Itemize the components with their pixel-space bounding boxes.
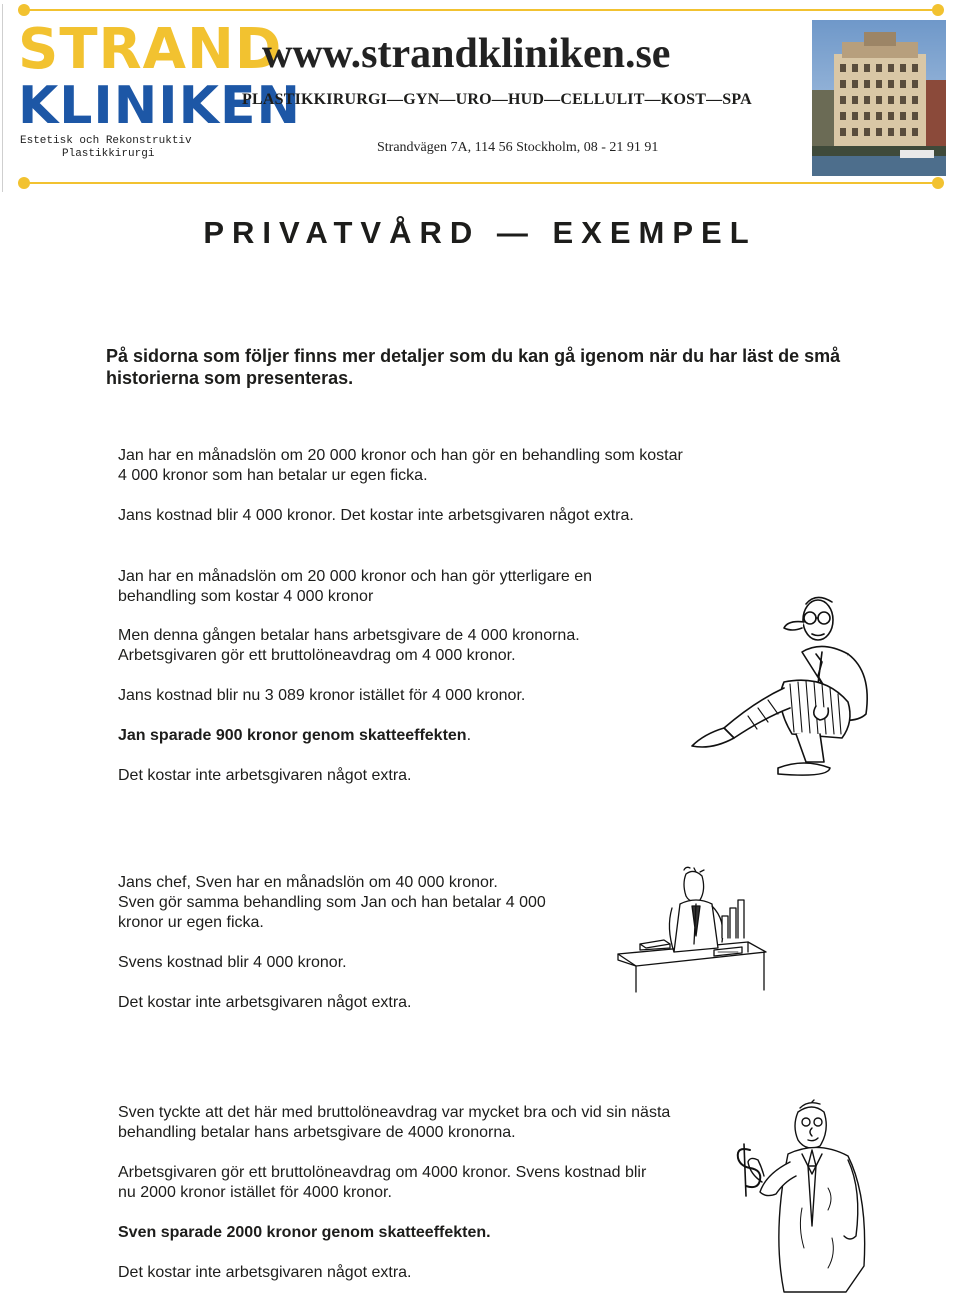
story3-line4: Svens kostnad blir 4 000 kronor. (118, 954, 347, 971)
page-title: PRIVATVÅRD — EXEMPEL (203, 215, 757, 250)
header-bottom-rule (24, 182, 938, 184)
cartoon-seated-man (688, 592, 884, 786)
story4-line6: Det kostar inte arbetsgivaren något extra. (118, 1264, 412, 1281)
cartoon-man-with-dollar (732, 1098, 882, 1294)
logo-subtitle-1: Estetisk och Rekonstruktiv (20, 135, 192, 147)
logo-kliniken: KLINIKEN (18, 76, 301, 136)
story3-line2: Sven gör samma behandling som Jan och han betalar 4 000 (118, 894, 546, 911)
header-left-border (2, 4, 3, 192)
cartoon-man-at-desk (614, 866, 770, 1000)
story2-line4: Arbetsgivaren gör ett bruttolöneavdrag om 4 000 kronor. (118, 647, 516, 664)
services-tagline: PLASTIKKIRURGI—GYN—URO—HUD—CELLULIT—KOST—SPA (242, 91, 752, 108)
story4-line4: nu 2000 kronor istället för 4000 kronor. (118, 1184, 392, 1201)
story1-line2: 4 000 kronor som han betalar ur egen ficka. (118, 467, 428, 484)
story2-savings-period: . (466, 727, 472, 744)
website-url[interactable]: www.strandkliniken.se (262, 31, 671, 77)
story2-line5: Jans kostnad blir nu 3 089 kronor istället för 4 000 kronor. (118, 687, 526, 704)
story4-line1: Sven tyckte att det här med bruttolöneavdrag var mycket bra och vid sin nästa (118, 1104, 671, 1121)
story2-line2: behandling som kostar 4 000 kronor (118, 588, 374, 605)
logo-subtitle-2: Plastikkirurgi (62, 148, 155, 160)
story1-line1: Jan har en månadslön om 20 000 kronor och han gör en behandling som kostar (118, 447, 683, 464)
header-dot-top-right (932, 4, 944, 16)
story3-line1: Jans chef, Sven har en månadslön om 40 000 kronor. (118, 874, 498, 891)
header-dot-bottom-left (18, 177, 30, 189)
header-dot-top-left (18, 4, 30, 16)
clinic-building-photo (812, 20, 946, 176)
clinic-address: Strandvägen 7A, 114 56 Stockholm, 08 - 21 91 91 (377, 140, 659, 155)
logo-strand: STRAND (18, 17, 283, 82)
story2-line1: Jan har en månadslön om 20 000 kronor och han gör ytterligare en (118, 568, 593, 585)
header-dot-bottom-right (932, 177, 944, 189)
story4-line2: behandling betalar hans arbetsgivare de 4000 kronorna. (118, 1124, 516, 1141)
intro-paragraph: På sidorna som följer finns mer detaljer som du kan gå igenom när du har läst de små historierna som presenteras. (106, 346, 841, 388)
story2-savings-bold: Jan sparade 900 kronor genom skatteeffekten (118, 727, 467, 744)
story2-line7: Det kostar inte arbetsgivaren något extra. (118, 767, 412, 784)
header-top-rule (24, 9, 938, 11)
story3-line3: kronor ur egen ficka. (118, 914, 264, 931)
story2-line3: Men denna gången betalar hans arbetsgivare de 4 000 kronorna. (118, 627, 580, 644)
story2-savings (118, 726, 471, 746)
story4-savings: Sven sparade 2000 kronor genom skatteeffekten. (118, 1224, 491, 1241)
story3-line5: Det kostar inte arbetsgivaren något extra. (118, 994, 412, 1011)
story1-line3: Jans kostnad blir 4 000 kronor. Det kostar inte arbetsgivaren något extra. (118, 507, 634, 524)
story4-line3: Arbetsgivaren gör ett bruttolöneavdrag om 4000 kronor. Svens kostnad blir (118, 1164, 647, 1181)
